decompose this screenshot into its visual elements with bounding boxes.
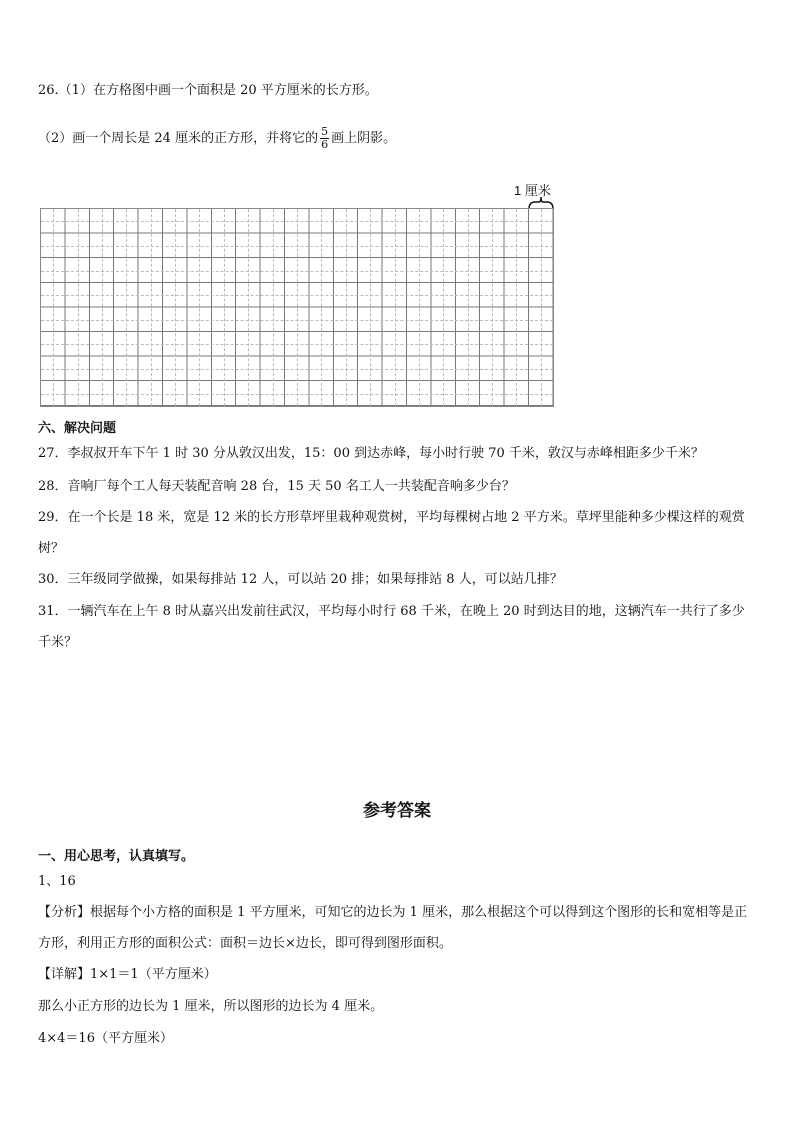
question-28: 28．音响厂每个工人每天装配音响 28 台，15 天 50 名工人一共装配音响多少台？ <box>38 479 515 494</box>
grid-half-hline <box>41 344 553 345</box>
grid-half-vline <box>541 209 542 406</box>
grid-half-hline <box>41 271 553 272</box>
grid-half-vline <box>102 209 103 406</box>
question-30: 30．三年级同学做操，如果每排站 12 人，可以站 20 排；如果每排站 8 人，可以站几排？ <box>38 572 563 587</box>
grid-half-hline <box>41 246 553 247</box>
grid-half-vline <box>346 209 347 406</box>
answer-line2: 那么小正方形的边长为 1 厘米，所以图形的边长为 4 厘米。 <box>38 999 384 1014</box>
section6-title: 六、解决问题 <box>38 421 117 436</box>
q26-part1: 26.（1）在方格图中画一个面积是 20 平方厘米的长方形。 <box>38 83 378 98</box>
grid-half-hline <box>41 369 553 370</box>
question-31: 31．一辆汽车在上午 8 时从嘉兴出发前往武汉，平均每小时行 68 千米，在晚上 20 时到达目的地，这辆汽车一共行了多少千米？ <box>38 604 745 650</box>
answer-analysis: 【分析】根据每个小方格的面积是 1 平方厘米，可知它的边长为 1 厘米，那么根据这个可以得到这个图形的长和宽相等是正方形，利用正方形的面积公式：面积＝边长×边长，即可得到图形面积。 <box>38 905 748 951</box>
fraction-five-sixths <box>320 126 329 151</box>
grid-half-vline <box>297 209 298 406</box>
answer-detail: 【详解】1×1＝1（平方厘米） <box>38 967 217 982</box>
grid-half-vline <box>53 209 54 406</box>
grid-half-vline <box>175 209 176 406</box>
grid-half-hline <box>41 320 553 321</box>
grid-half-vline <box>126 209 127 406</box>
question-29: 29．在一个长是 18 米，宽是 12 米的长方形草坪里栽种观赏树，平均每棵树占地 2 平方米。草坪里能种多少棵这样的观赏树？ <box>38 510 745 556</box>
square-grid[interactable] <box>40 208 554 407</box>
grid-half-vline <box>78 209 79 406</box>
question-27: 27．李叔叔开车下午 1 时 30 分从敦汉出发，15：00 到达赤峰，每小时行驶 70 千米，敦汉与赤峰相距多少千米？ <box>38 446 704 461</box>
q26-part2-tail: 画上阴影。 <box>331 131 397 146</box>
grid-half-vline <box>516 209 517 406</box>
q26-part2-text: （2）画一个周长是 24 厘米的正方形，并将它的 <box>38 131 319 146</box>
grid-half-vline <box>273 209 274 406</box>
grid-half-vline <box>224 209 225 406</box>
q26-part2 <box>38 126 396 151</box>
grid-half-hline <box>41 221 553 222</box>
grid-half-vline <box>419 209 420 406</box>
answers-title: 参考答案 <box>363 801 431 821</box>
grid-half-vline <box>248 209 249 406</box>
grid-half-vline <box>151 209 152 406</box>
answer-1: 1、16 <box>38 874 76 889</box>
grid-half-hline <box>41 295 553 296</box>
fraction-denominator: 6 <box>321 138 329 151</box>
fraction-numerator: 5 <box>321 125 329 138</box>
grid-half-vline <box>468 209 469 406</box>
grid-half-vline <box>492 209 493 406</box>
grid-half-vline <box>443 209 444 406</box>
grid-half-vline <box>395 209 396 406</box>
grid-half-vline <box>370 209 371 406</box>
answer-line3: 4×4＝16（平方厘米） <box>38 1031 173 1046</box>
grid-half-vline <box>199 209 200 406</box>
grid-half-vline <box>321 209 322 406</box>
grid-half-hline <box>41 394 553 395</box>
scale-label: 1 厘米 <box>514 183 551 198</box>
answers-section1: 一、用心思考，认真填写。 <box>38 849 195 864</box>
